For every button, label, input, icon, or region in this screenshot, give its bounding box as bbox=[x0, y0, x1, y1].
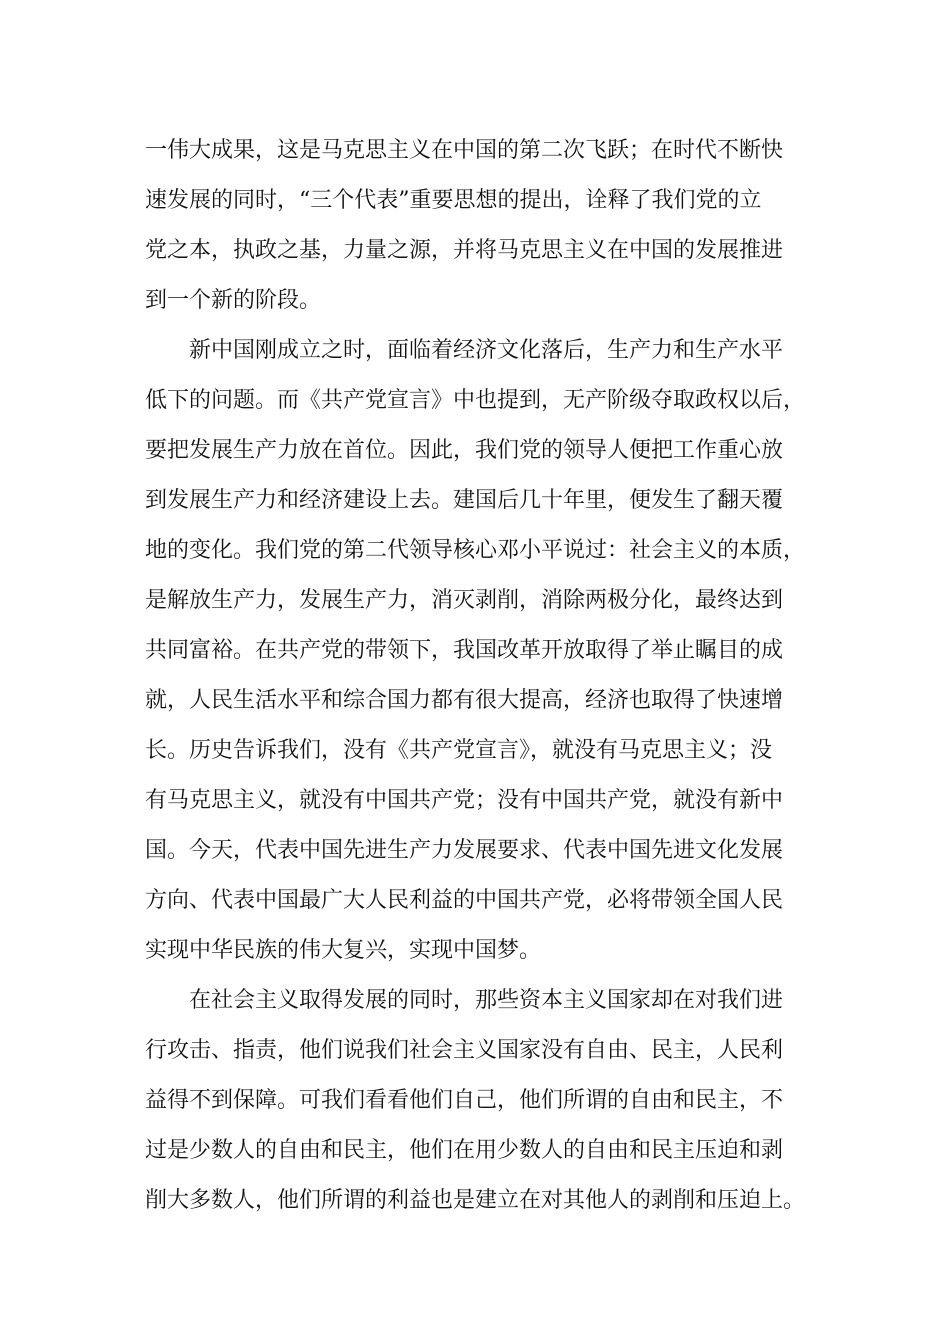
paragraph-first-line: 在社会主义取得发展的同时，那些资本主义国家却在对我们进 bbox=[189, 988, 784, 1013]
text-line: 过是少数人的自由和民主，他们在用少数人的自由和民主压迫和剥 bbox=[145, 1138, 784, 1163]
text-line: 地的变化。我们党的第二代领导核心邓小平说过：社会主义的本质， bbox=[145, 538, 806, 563]
text-line: 要把发展生产力放在首位。因此，我们党的领导人便把工作重心放 bbox=[145, 438, 784, 463]
text-line: 实现中华民族的伟大复兴，实现中国梦。 bbox=[145, 938, 542, 963]
text-line: 共同富裕。在共产党的带领下，我国改革开放取得了举止瞩目的成 bbox=[145, 638, 784, 663]
text-line: 削大多数人，他们所谓的利益也是建立在对其他人的剥削和压迫上。 bbox=[145, 1188, 806, 1213]
text-line: 就，人民生活水平和综合国力都有很大提高，经济也取得了快速增 bbox=[145, 688, 784, 713]
text-line: 国。今天，代表中国先进生产力发展要求、代表中国先进文化发展 bbox=[145, 838, 784, 863]
text-line: 速发展的同时，“三个代表”重要思想的提出，诠释了我们党的立 bbox=[145, 188, 762, 213]
text-line: 行攻击、指责，他们说我们社会主义国家没有自由、民主，人民利 bbox=[145, 1038, 784, 1063]
text-line: 到发展生产力和经济建设上去。建国后几十年里，便发生了翻天覆 bbox=[145, 488, 784, 513]
text-line: 一伟大成果，这是马克思主义在中国的第二次飞跃；在时代不断快 bbox=[145, 138, 784, 163]
text-line: 有马克思主义，就没有中国共产党；没有中国共产党，就没有新中 bbox=[145, 788, 784, 813]
text-line: 党之本，执政之基，力量之源，并将马克思主义在中国的发展推进 bbox=[145, 238, 784, 263]
text-line: 是解放生产力，发展生产力，消灭剥削，消除两极分化，最终达到 bbox=[145, 588, 784, 613]
paragraph-first-line: 新中国刚成立之时，面临着经济文化落后，生产力和生产水平 bbox=[189, 338, 784, 363]
text-line: 长。历史告诉我们，没有《共产党宣言》，就没有马克思主义；没 bbox=[145, 738, 773, 763]
text-line: 益得不到保障。可我们看看他们自己，他们所谓的自由和民主，不 bbox=[145, 1088, 784, 1113]
text-line: 方向、代表中国最广大人民利益的中国共产党，必将带领全国人民 bbox=[145, 888, 784, 913]
text-line: 到一个新的阶段。 bbox=[145, 288, 322, 313]
text-line: 低下的问题。而《共产党宣言》中也提到，无产阶级夺取政权以后， bbox=[145, 388, 806, 413]
